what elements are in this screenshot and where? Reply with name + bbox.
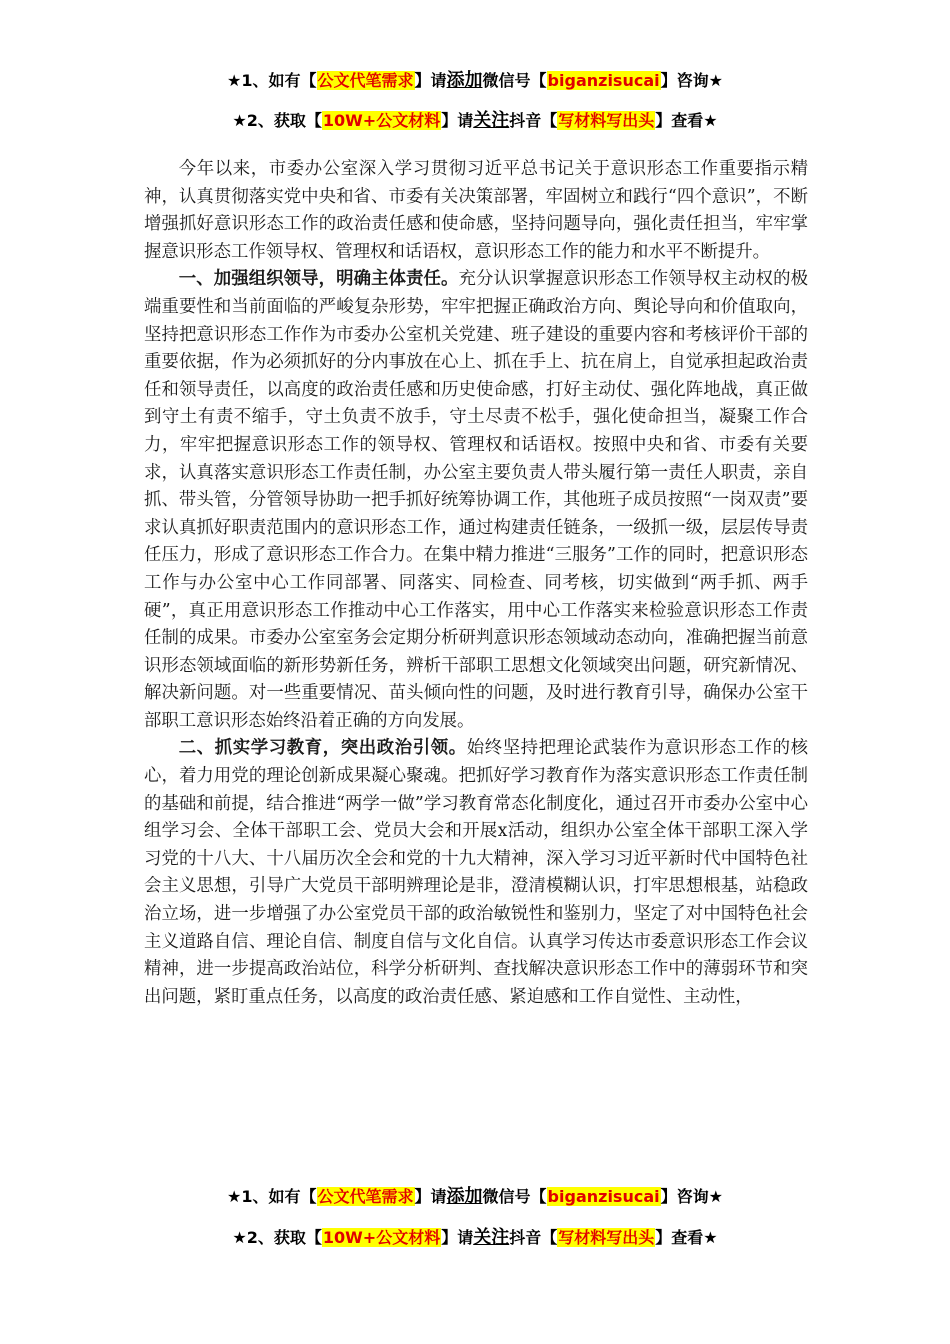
banner-text: 】请 (414, 1187, 447, 1206)
banner-emphasis: 添加 (446, 1186, 483, 1207)
banner-text: 】请 (441, 111, 474, 130)
banner-emphasis: 关注 (473, 1227, 510, 1248)
banner-text: 抖音【 (509, 1228, 558, 1247)
promo-banner-bottom-line1 (0, 1186, 950, 1208)
banner-text: ★2、获取【 (232, 1228, 322, 1247)
banner-emphasis: 关注 (473, 110, 510, 131)
highlight-douyin-id: 写材料写出头 (558, 111, 655, 130)
highlight-materials: 10W+公文材料 (322, 111, 441, 130)
section-1-text: 充分认识掌握意识形态工作领导权主动权的极端重要性和当前面临的严峻复杂形势，牢牢把握正确政治方向、舆论导向和价值取向，坚持把意识形态工作作为市委办公室机关党建、班子建设的重要内容和考核评价干部的重要依据，作为必须抓好的分内事放在心上、抓在手上、抗在肩上，自觉承担起政治责任和领导责任，以高度的政治责任感和历史使命感，打好主动仗、强化阵地战，真正做到守土有责不缩手，守土负责不放手，守土尽责不松手，强化使命担当，凝聚工作合力，牢牢把握意识形态工作的领导权、管理权和话语权。按照中央和省、市委有关要求，认真落实意识形态工作责任制，办公室主要负责人带头履行第一责任人职责，亲自抓、带头管，分管领导协助一把手抓好统筹协调工作，其他班子成员按照“一岗双责”要求认真抓好职责范围内的意识形态工作，通过构建责任链条，一级抓一级，层层传导责任压力，形成了意识形态工作合力。在集中精力推进“三服务”工作的同时，把意识形态工作与办公室中心工作同部署、同落实、同检查、同考核，切实做到“两手抓、两手硬”，真正用意识形态工作推动中心工作落实，用中心工作落实来检验意识形态工作责任制的成果。市委办公室室务会定期分析研判意识形态领域动态动向，准确把握当前意识形态领域面临的新形势新任务，辨析干部职工思想文化领域突出问题，研究新情况、解决新问题。对一些重要情况、苗头倾向性的问题，及时进行教育引导，确保办公室干部职工意识形态始终沿着正确的方向发展。 (144, 269, 808, 731)
banner-text: 】咨询★ (660, 1187, 723, 1206)
intro-paragraph: 今年以来，市委办公室深入学习贯彻习近平总书记关于意识形态工作重要指示精神，认真贯彻落实党中央和省、市委有关决策部署，牢固树立和践行“四个意识”，不断增强抓好意识形态工作的政治责任感和使命感，坚持问题导向，强化责任担当，牢牢掌握意识形态工作领导权、管理权和话语权，意识形态工作的能力和水平不断提升。 (144, 159, 808, 262)
document-body (144, 156, 808, 1011)
banner-text: 】查看★ (655, 111, 718, 130)
banner-text: ★2、获取【 (232, 111, 322, 130)
promo-banner-bottom-line2 (0, 1227, 950, 1249)
section-2-heading: 二、抓实学习教育，突出政治引领。 (178, 738, 467, 759)
banner-text: 微信号【 (482, 1187, 547, 1206)
highlight-service: 公文代笔需求 (317, 71, 414, 90)
highlight-materials: 10W+公文材料 (322, 1228, 441, 1247)
highlight-douyin-id: 写材料写出头 (558, 1228, 655, 1247)
section-2-paragraph (144, 735, 808, 1011)
banner-text: 抖音【 (509, 111, 558, 130)
banner-text: ★1、如有【 (227, 1187, 317, 1206)
banner-text: 】请 (414, 71, 447, 90)
highlight-wechat-id: biganzisucai (547, 71, 660, 90)
promo-banner-top-line2 (0, 110, 950, 132)
banner-text: ★1、如有【 (227, 71, 317, 90)
section-1-heading: 一、加强组织领导，明确主体责任。 (178, 269, 459, 290)
banner-text: 】咨询★ (660, 71, 723, 90)
promo-banner-top-line1 (0, 70, 950, 92)
highlight-service: 公文代笔需求 (317, 1187, 414, 1206)
banner-text: 】请 (441, 1228, 474, 1247)
banner-text: 微信号【 (482, 71, 547, 90)
banner-text: 】查看★ (655, 1228, 718, 1247)
banner-emphasis: 添加 (446, 70, 483, 91)
highlight-wechat-id: biganzisucai (547, 1187, 660, 1206)
section-1-paragraph (144, 266, 808, 735)
section-2-text: 始终坚持把理论武装作为意识形态工作的核心，着力用党的理论创新成果凝心聚魂。把抓好学习教育作为落实意识形态工作责任制的基础和前提，结合推进“两学一做”学习教育常态化制度化，通过召开市委办公室中心组学习会、全体干部职工会、党员大会和开展x活动，组织办公室全体干部职工深入学习党的十八大、十八届历次全会和党的十九大精神，深入学习习近平新时代中国特色社会主义思想，引导广大党员干部明辨理论是非，澄清模糊认识，打牢思想根基，站稳政治立场，进一步增强了办公室党员干部的政治敏锐性和鉴别力，坚定了对中国特色社会主义道路自信、理论自信、制度自信与文化自信。认真学习传达市委意识形态工作会议精神，进一步提高政治站位，科学分析研判、查找解决意识形态工作中的薄弱环节和突出问题，紧盯重点任务，以高度的政治责任感、紧迫感和工作自觉性、主动性， (144, 738, 808, 1007)
